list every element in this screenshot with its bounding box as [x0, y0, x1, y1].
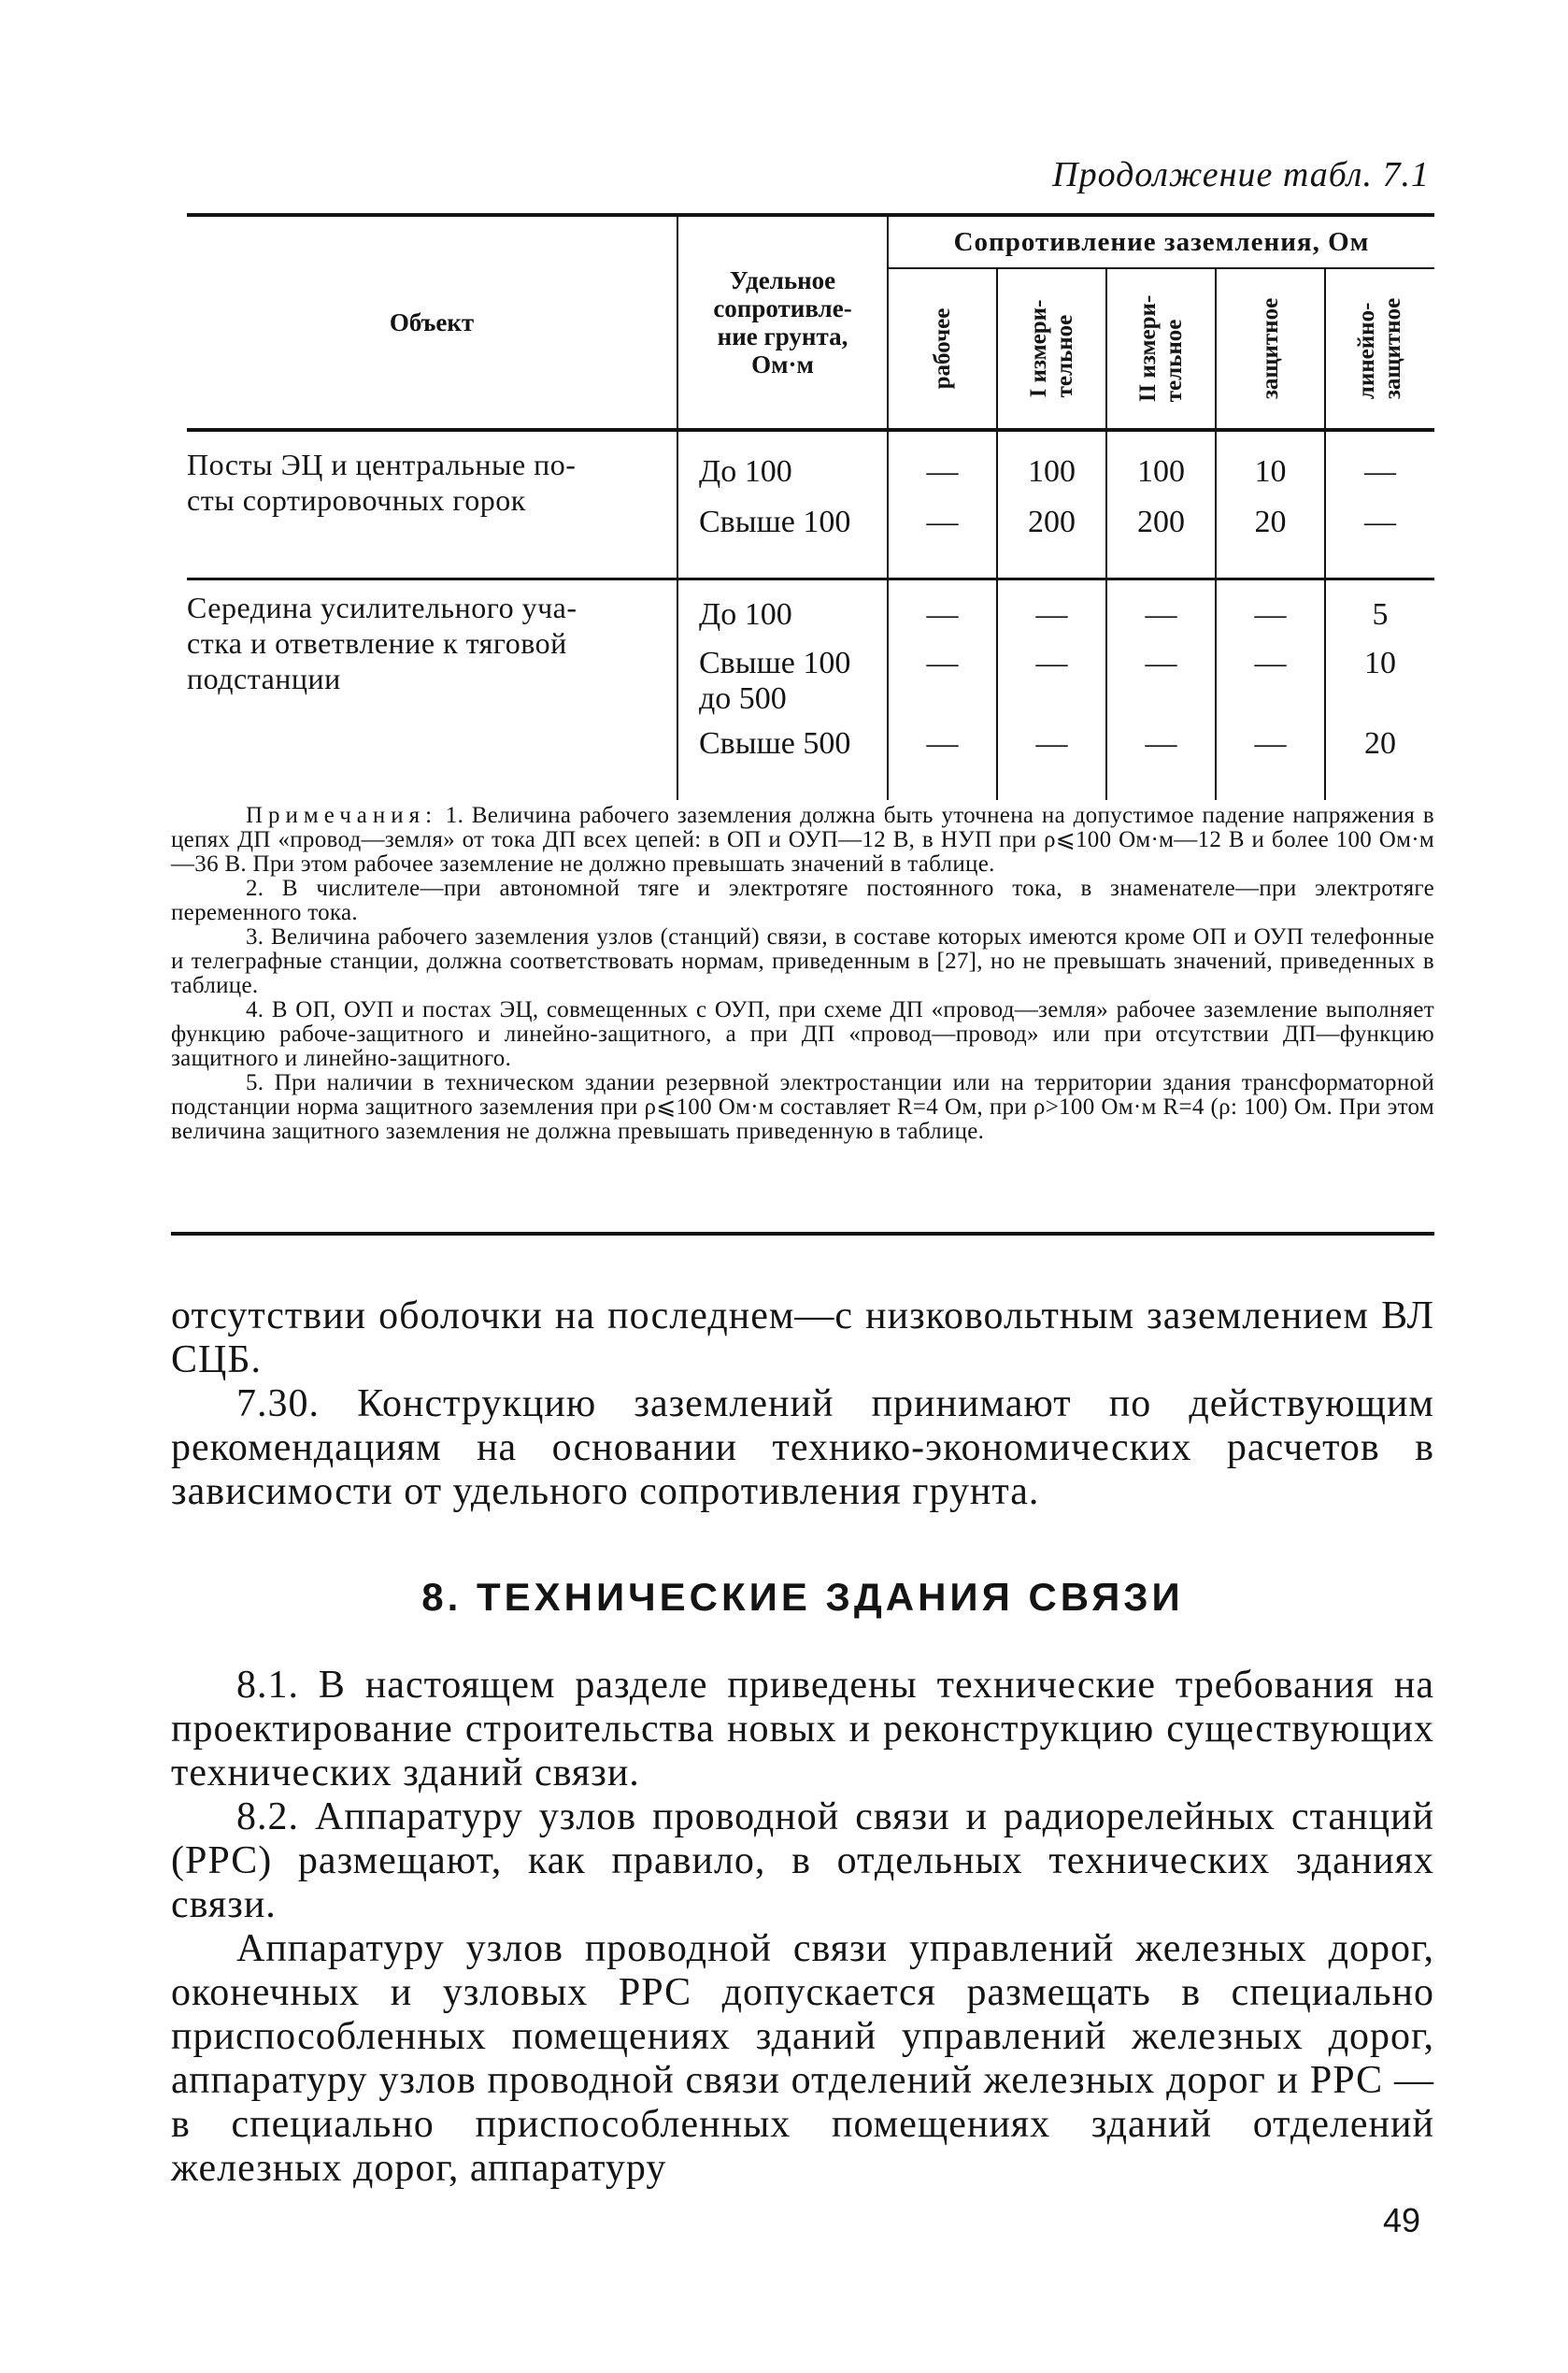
note-5: 5. При наличии в техническом здании резервной электростанции или на территории здания трансформаторной подстанции норма защитного заземления при ρ⩽100 Ом·м составляет R=4 Ом, при ρ>100 Ом·м R=4 (ρ: 100) Ом. При этом величина защитного заземления не должна превышать приведенную в таблице.: [171, 1070, 1434, 1144]
body-block-2: [171, 1664, 1434, 2191]
header-protective: защитное: [1216, 268, 1325, 430]
grounding-resistance-table: [187, 213, 1434, 800]
header-soil-resistivity: Удельное сопротивле- ние грунта, Ом·м: [677, 215, 888, 430]
note-1: Примечания: 1. Величина рабочего заземления должна быть уточнена на допустимое падение напряжения в цепях ДП «провод—земля» от тока ДП всех цепей: в ОП и ОУП—12 В, в НУП при ρ⩽100 Ом·м—12 В и более 100 Ом·м—36 В. При этом рабочее заземление не должно превышать значений в таблице.: [171, 803, 1434, 877]
row-measuring-1: 100 200: [997, 430, 1106, 579]
header-object: Объект: [187, 215, 677, 430]
note-2: 2. В числителе—при автономной тяге и электротяге постоянного тока, в знаменателе—при электротяге переменного тока.: [171, 876, 1434, 925]
header-grounding-resistance: Сопротивление заземления, Ом: [888, 215, 1434, 268]
row-soil: До 100 Свыше 100: [677, 430, 888, 579]
paragraph-8-2: 8.2. Аппаратуру узлов проводной связи и радиорелейных станций (РРС) размещают, как правило, в отдельных технических зданиях связи.: [171, 1795, 1434, 1926]
row-soil: До 100 Свыше 100 до 500 Свыше 500: [677, 580, 888, 800]
row-line-protective: — —: [1325, 430, 1434, 579]
table-continuation-caption: Продолжение табл. 7.1: [1052, 155, 1430, 194]
header-measuring-2: II измери- тельное: [1106, 268, 1216, 430]
note-3: 3. Величина рабочего заземления узлов (станций) связи, в составе которых имеются кроме ОП и ОУП телефонные и телеграфные станции, должна соответствовать нормам, приведенным в [27], но не превышать значений, приведенных в таблице.: [171, 924, 1434, 998]
table-row: [187, 580, 1434, 800]
table-notes: [171, 804, 1434, 1144]
notes-divider: [171, 1232, 1434, 1236]
row-measuring-2: — — —: [1106, 580, 1216, 800]
row-measuring-2: 100 200: [1106, 430, 1216, 579]
page-number: 49: [1382, 2201, 1420, 2239]
body-block-1: [171, 1294, 1434, 1514]
row-measuring-1: — — —: [997, 580, 1106, 800]
header-line-protective: линейно- защитное: [1325, 268, 1434, 430]
row-protective: — — —: [1216, 580, 1325, 800]
note-4: 4. В ОП, ОУП и постах ЭЦ, совмещенных с ОУП, при схеме ДП «провод—земля» рабочее заземление выполняет функцию рабоче-защитного и линейно-защитного, а при ДП «провод—провод» или при отсутствии ДП—функцию защитного и линейно-защитного.: [171, 997, 1434, 1071]
paragraph-8-2-continued: Аппаратуру узлов проводной связи управлений железных дорог, оконечных и узловых РРС допускается размещать в специально приспособленных помещениях зданий управлений железных дорог, аппаратуру узлов проводной связи отделений железных дорог и РРС — в специально приспособленных помещениях зданий отделений железных дорог, аппаратуру: [171, 1927, 1434, 2190]
row-working: — —: [888, 430, 997, 579]
table-row: [187, 430, 1434, 579]
row-protective: 10 20: [1216, 430, 1325, 579]
paragraph-8-1: 8.1. В настоящем разделе приведены технические требования на проектирование строительства новых и реконструкцию существующих технических зданий связи.: [171, 1664, 1434, 1794]
section-title: 8. ТЕХНИЧЕСКИЕ ЗДАНИЯ СВЯЗИ: [421, 1575, 1184, 1619]
paragraph-7-30: 7.30. Конструкцию заземлений принимают по действующим рекомендациям на основании технико-экономических расчетов в зависимости от удельного сопротивления грунта.: [171, 1382, 1434, 1513]
row-working: — — —: [888, 580, 997, 800]
row-line-protective: 5 10 20: [1325, 580, 1434, 800]
row-object: Посты ЭЦ и центральные по- сты сортировочных горок: [187, 448, 577, 517]
header-measuring-1: I измери- тельное: [997, 268, 1106, 430]
header-working: рабочее: [888, 268, 997, 430]
paragraph-continued: отсутствии оболочки на последнем—с низковольтным заземлением ВЛ СЦБ.: [171, 1294, 1434, 1381]
row-object: Середина усилительного уча- стка и ответвление к тяговой подстанции: [187, 591, 577, 695]
